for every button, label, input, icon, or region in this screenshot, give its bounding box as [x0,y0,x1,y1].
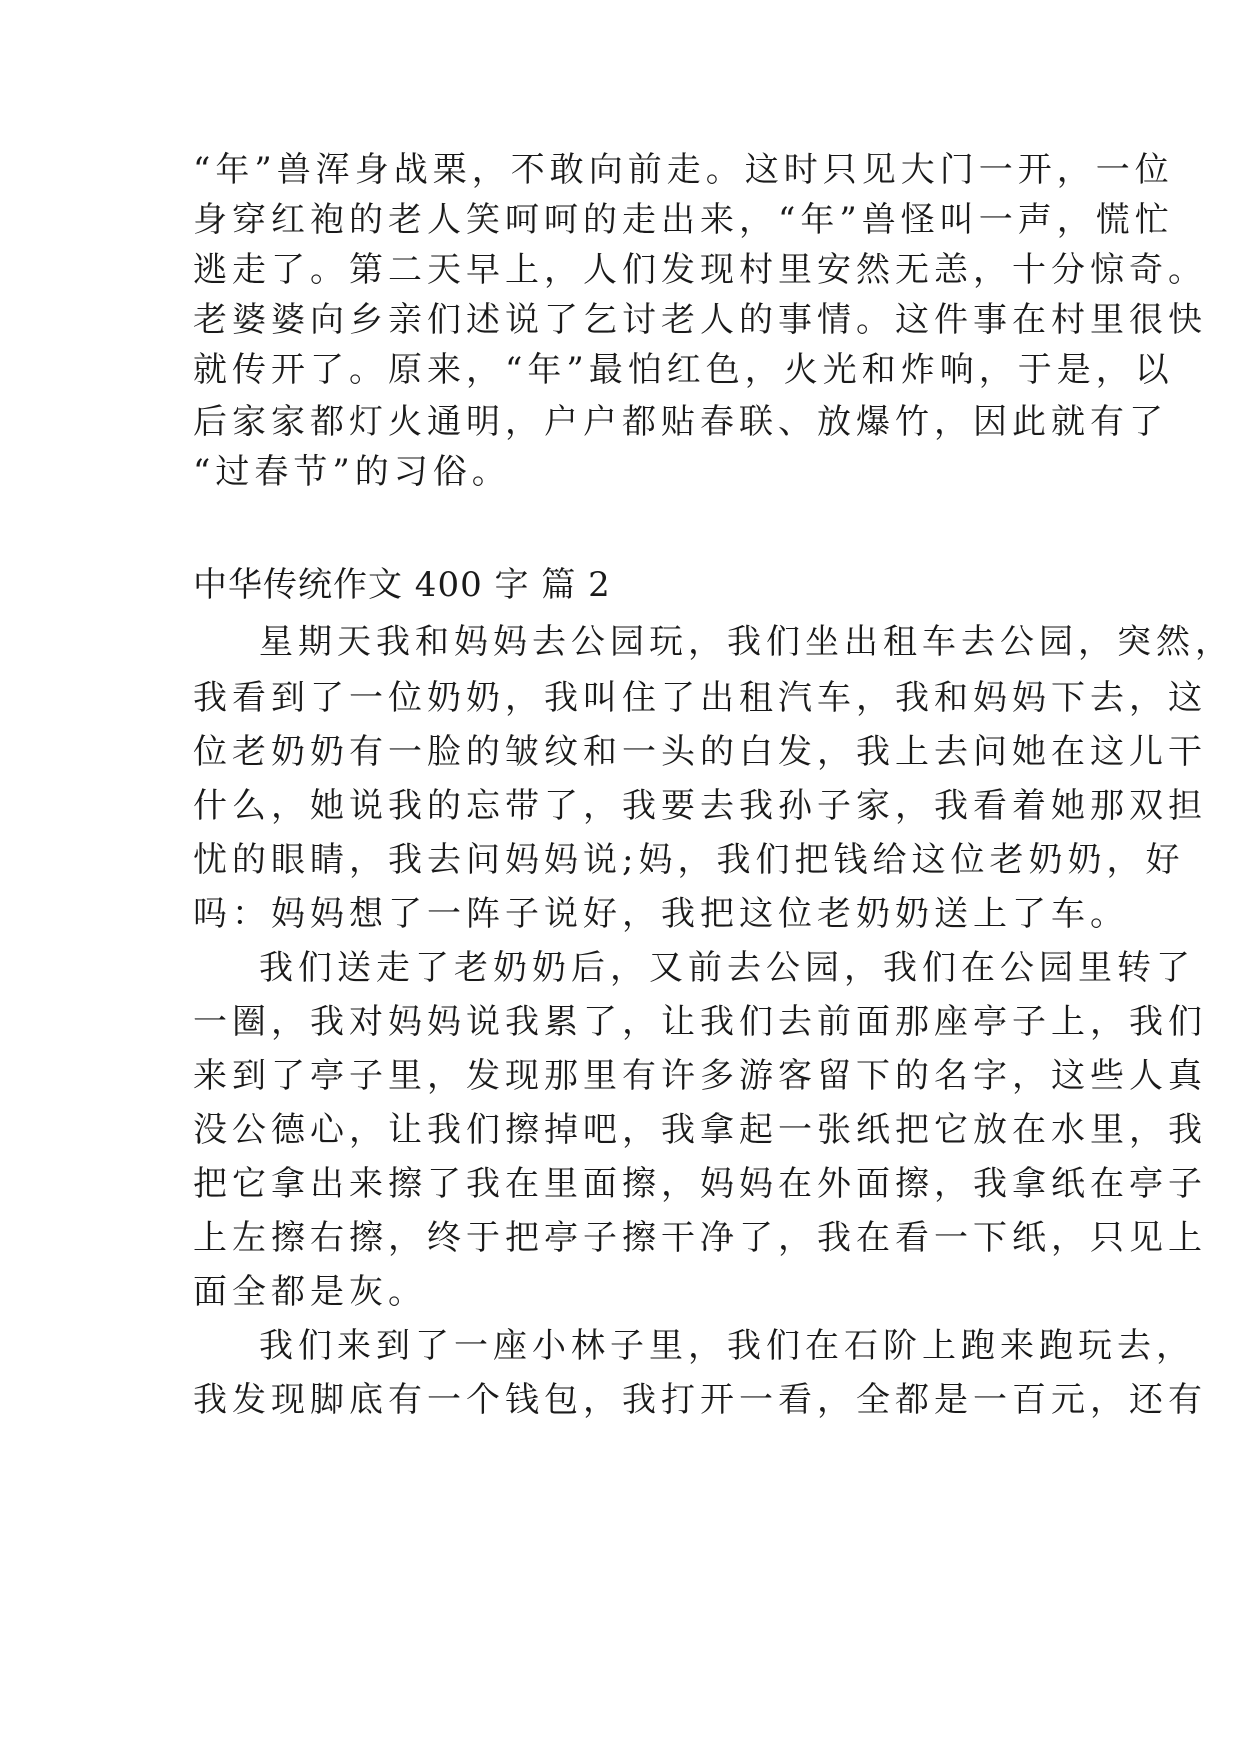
text-line: 身穿红袍的老人笑呵呵的走出来，“年”兽怪叫一声，慌忙 [193,200,1174,240]
section-heading: 中华传统作文 400 字 篇 2 [193,565,611,605]
text-line: 我们送走了老奶奶后，又前去公园，我们在公园里转了 [259,948,1195,988]
text-line: “年”兽浑身战栗，不敢向前走。这时只见大门一开，一位 [193,150,1174,190]
text-line: 忧的眼睛，我去问妈妈说;妈，我们把钱给这位老奶奶，好 [193,840,1185,880]
text-line: 来到了亭子里，发现那里有许多游客留下的名字，这些人真 [193,1056,1207,1096]
text-line: “过春节”的习俗。 [193,452,511,492]
text-line: 什么，她说我的忘带了，我要去我孙子家，我看着她那双担 [193,786,1207,826]
text-line: 老婆婆向乡亲们述说了乞讨老人的事情。这件事在村里很快 [193,300,1207,340]
text-line: 上左擦右擦，终于把亭子擦干净了，我在看一下纸，只见上 [193,1218,1207,1258]
text-line: 没公德心，让我们擦掉吧，我拿起一张纸把它放在水里，我 [193,1110,1207,1150]
text-line: 一圈，我对妈妈说我累了，让我们去前面那座亭子上，我们 [193,1002,1207,1042]
text-line: 星期天我和妈妈去公园玩，我们坐出租车去公园，突然， [259,622,1234,662]
text-line: 位老奶奶有一脸的皱纹和一头的白发，我上去问她在这儿干 [193,732,1207,772]
text-line: 逃走了。第二天早上，人们发现村里安然无恙，十分惊奇。 [193,250,1207,290]
text-line: 后家家都灯火通明，户户都贴春联、放爆竹，因此就有了 [193,402,1168,442]
text-line: 就传开了。原来，“年”最怕红色，火光和炸响，于是，以 [193,350,1174,390]
text-line: 吗：妈妈想了一阵子说好，我把这位老奶奶送上了车。 [193,894,1129,934]
text-line: 我们来到了一座小林子里，我们在石阶上跑来跑玩去， [259,1326,1195,1366]
text-line: 我发现脚底有一个钱包，我打开一看，全都是一百元，还有 [193,1380,1207,1420]
text-line: 面全都是灰。 [193,1272,427,1312]
text-line: 我看到了一位奶奶，我叫住了出租汽车，我和妈妈下去，这 [193,678,1207,718]
text-line: 把它拿出来擦了我在里面擦，妈妈在外面擦，我拿纸在亭子 [193,1164,1207,1204]
